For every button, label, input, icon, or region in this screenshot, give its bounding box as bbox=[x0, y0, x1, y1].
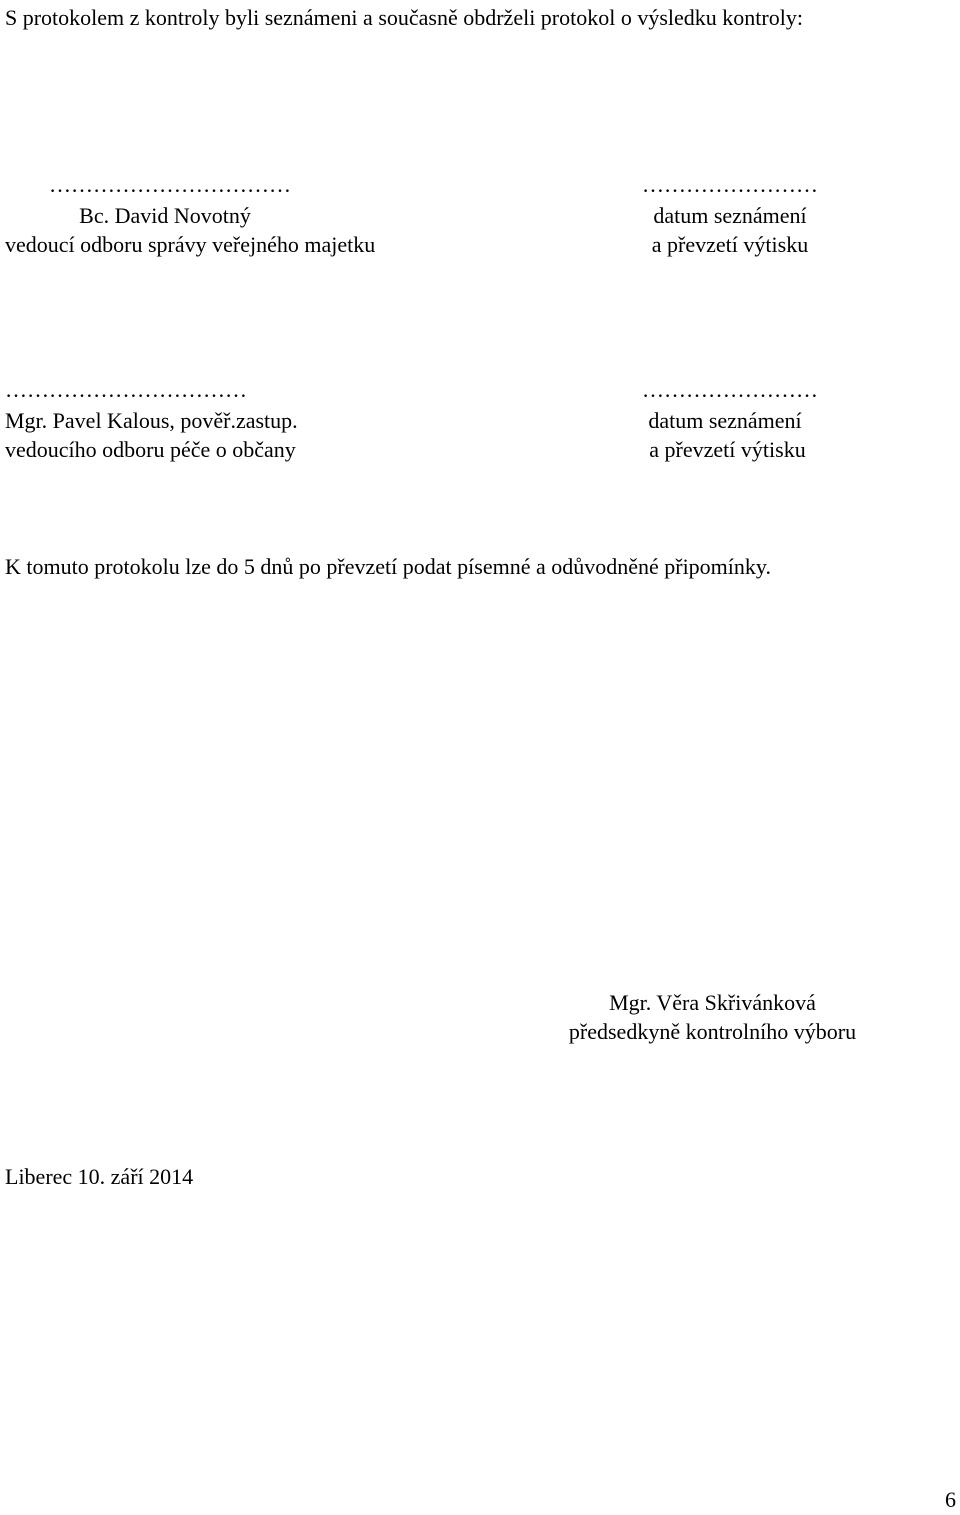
notice-text: K tomuto protokolu lze do 5 dnů po převzetí podat písemné a odůvodněné připomínky. bbox=[5, 554, 771, 579]
date-label-2a: datum seznámení bbox=[648, 408, 802, 433]
date-line-2: …………………… bbox=[642, 377, 818, 402]
signature-line-1: …………………………… bbox=[49, 172, 291, 197]
signatory-2-name: Mgr. Pavel Kalous, pověř.zastup. bbox=[5, 408, 298, 433]
date-label-1a: datum seznámení bbox=[653, 203, 807, 228]
place-date: Liberec 10. září 2014 bbox=[5, 1164, 194, 1189]
date-line-1: …………………… bbox=[642, 172, 818, 197]
signature-line-2: …………………………… bbox=[5, 377, 247, 402]
signatory-1-role: vedoucí odboru správy veřejného majetku bbox=[5, 232, 376, 257]
chair-name: Mgr. Věra Skřivánková bbox=[609, 990, 816, 1015]
date-label-1b: a převzetí výtisku bbox=[651, 232, 809, 257]
signatory-2-role: vedoucího odboru péče o občany bbox=[5, 437, 296, 462]
date-label-2b: a převzetí výtisku bbox=[649, 437, 806, 462]
page-number: 6 bbox=[945, 1487, 956, 1512]
chair-role: předsedkyně kontrolního výboru bbox=[568, 1019, 857, 1044]
signatory-1-name: Bc. David Novotný bbox=[79, 203, 251, 228]
intro-text: S protokolem z kontroly byli seznámeni a současně obdrželi protokol o výsledku kontroly: bbox=[5, 5, 803, 30]
